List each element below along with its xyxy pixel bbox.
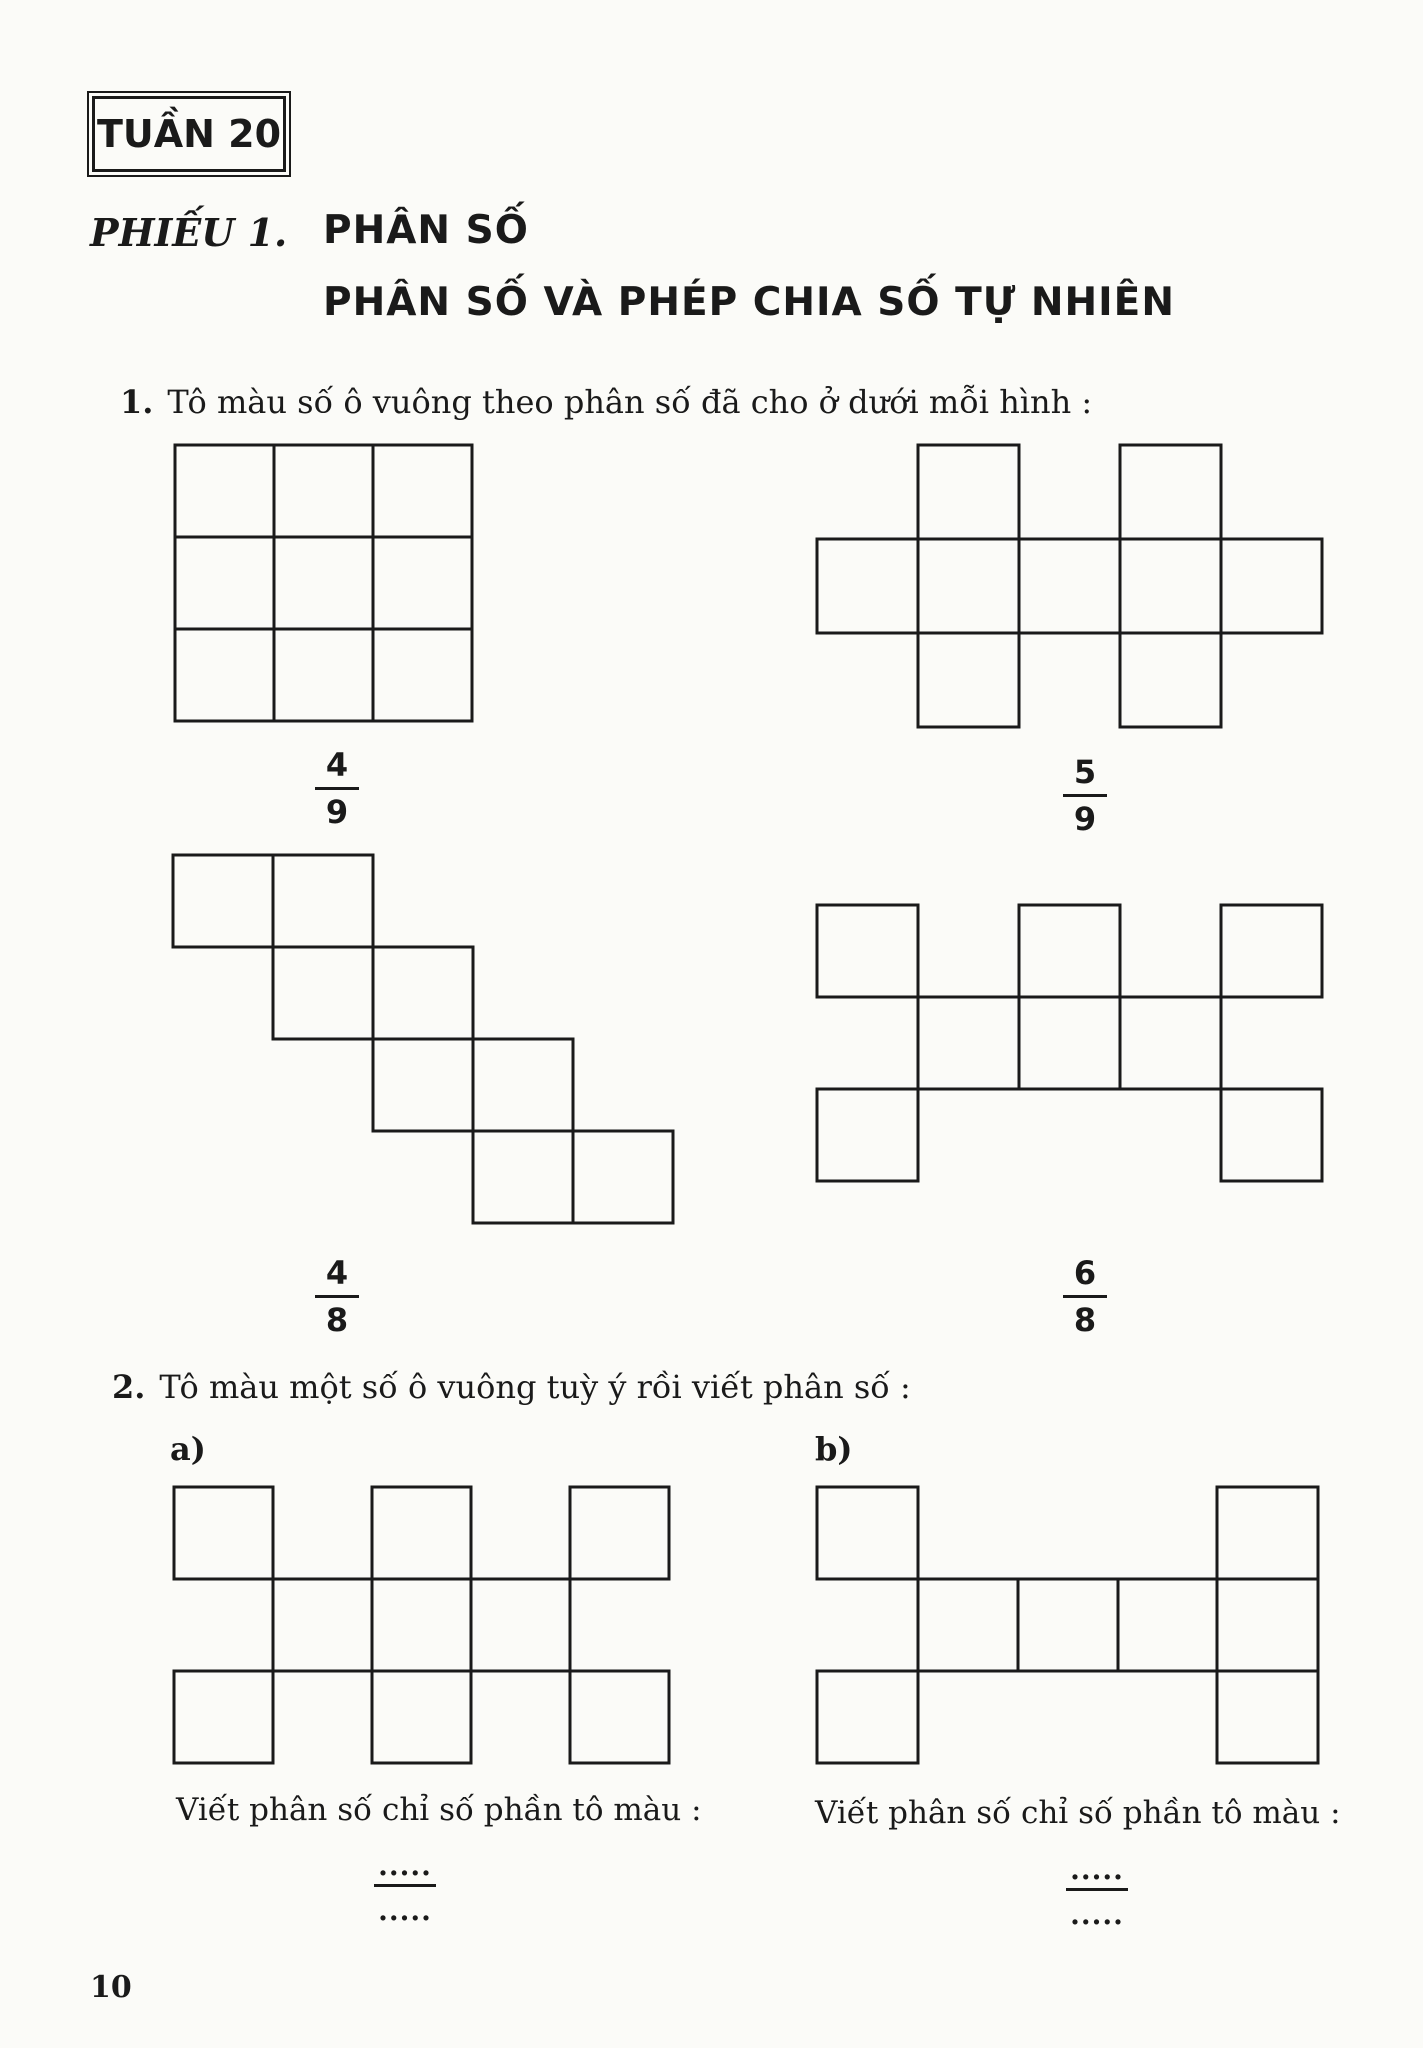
grid-cell[interactable] xyxy=(1221,1089,1322,1181)
exercise-2-instruction xyxy=(112,1368,911,1406)
figure-4-pattern xyxy=(810,900,1330,1190)
grid-cell[interactable] xyxy=(1217,1487,1318,1579)
grid-cell[interactable] xyxy=(372,1487,471,1579)
fraction-numerator: 4 xyxy=(325,746,349,784)
grid-cell[interactable] xyxy=(1019,539,1120,633)
grid-cell[interactable] xyxy=(174,1671,273,1763)
answer-denominator-blank[interactable]: ..... xyxy=(378,1894,432,1927)
grid-cell[interactable] xyxy=(173,855,273,947)
answer-numerator-blank[interactable]: ..... xyxy=(378,1849,432,1882)
fraction-denominator: 8 xyxy=(1073,1301,1097,1339)
grid-cell[interactable] xyxy=(817,1089,918,1181)
grid-cell[interactable] xyxy=(1221,539,1322,633)
grid-cell[interactable] xyxy=(373,947,473,1039)
figure-1-grid xyxy=(170,440,480,730)
grid-cell[interactable] xyxy=(373,537,472,629)
grid-cell[interactable] xyxy=(274,445,373,537)
answer-numerator-blank[interactable]: ..... xyxy=(1070,1853,1124,1886)
page-number: 10 xyxy=(90,1970,132,2005)
grid-cell[interactable] xyxy=(274,537,373,629)
grid-cell[interactable] xyxy=(1019,905,1120,997)
grid-cell[interactable] xyxy=(1118,1579,1217,1671)
fraction-numerator: 5 xyxy=(1073,753,1097,791)
grid-cell[interactable] xyxy=(1120,633,1221,727)
grid-cell[interactable] xyxy=(175,537,274,629)
grid-cell[interactable] xyxy=(473,1039,573,1131)
grid-cell[interactable] xyxy=(918,445,1019,539)
fraction-denominator: 8 xyxy=(325,1301,349,1339)
grid-cell[interactable] xyxy=(273,1579,372,1671)
grid-cell[interactable] xyxy=(918,1579,1018,1671)
answer-denominator-blank[interactable]: ..... xyxy=(1070,1898,1124,1931)
figure-2a-pattern xyxy=(167,1482,682,1777)
grid-cell[interactable] xyxy=(1019,997,1120,1089)
fraction-figure-4 xyxy=(1055,1253,1115,1340)
exercise-1-number: 1. xyxy=(120,383,154,421)
sheet-label: PHIẾU 1. xyxy=(90,210,288,255)
week-label: TUẦN 20 xyxy=(92,96,286,172)
fraction-figure-2 xyxy=(1055,752,1115,839)
grid-cell[interactable] xyxy=(1120,445,1221,539)
grid-cell[interactable] xyxy=(373,629,472,721)
grid-cell[interactable] xyxy=(918,997,1019,1089)
grid-cell[interactable] xyxy=(174,1487,273,1579)
grid-cell[interactable] xyxy=(918,633,1019,727)
part-a-label: a) xyxy=(170,1430,206,1468)
grid-cell[interactable] xyxy=(1217,1671,1318,1763)
grid-cell[interactable] xyxy=(372,1671,471,1763)
part-a-answer-fraction[interactable] xyxy=(370,1849,440,1927)
grid-cell[interactable] xyxy=(817,539,918,633)
fraction-denominator: 9 xyxy=(325,793,349,831)
grid-cell[interactable] xyxy=(274,629,373,721)
figure-2b-pattern xyxy=(810,1482,1330,1777)
fraction-figure-3 xyxy=(307,1253,367,1340)
grid-cell[interactable] xyxy=(918,539,1019,633)
grid-cell[interactable] xyxy=(471,1579,570,1671)
grid-cell[interactable] xyxy=(570,1671,669,1763)
fraction-numerator: 4 xyxy=(325,1254,349,1292)
part-b-label: b) xyxy=(815,1430,853,1468)
fraction-bar xyxy=(315,787,359,790)
title-line-1: PHÂN SỐ xyxy=(323,208,529,253)
fraction-denominator: 9 xyxy=(1073,800,1097,838)
grid-cell[interactable] xyxy=(273,855,373,947)
exercise-2-text: Tô màu một số ô vuông tuỳ ý rồi viết phân số : xyxy=(159,1368,911,1406)
fraction-bar xyxy=(374,1884,436,1887)
fraction-figure-1 xyxy=(307,745,367,832)
grid-cell[interactable] xyxy=(817,1487,918,1579)
grid-cell[interactable] xyxy=(175,445,274,537)
grid-cell[interactable] xyxy=(570,1487,669,1579)
figure-3-staircase xyxy=(166,850,676,1235)
figure-2-double-cross xyxy=(810,440,1330,730)
exercise-2-number: 2. xyxy=(112,1368,146,1406)
grid-cell[interactable] xyxy=(373,1039,473,1131)
grid-cell[interactable] xyxy=(372,1579,471,1671)
fraction-bar xyxy=(1066,1888,1128,1891)
fraction-bar xyxy=(1063,794,1107,797)
grid-cell[interactable] xyxy=(817,905,918,997)
grid-cell[interactable] xyxy=(1221,905,1322,997)
exercise-1-instruction xyxy=(120,383,1092,421)
fraction-numerator: 6 xyxy=(1073,1254,1097,1292)
grid-cell[interactable] xyxy=(473,1131,573,1223)
part-b-prompt: Viết phân số chỉ số phần tô màu : xyxy=(815,1795,1341,1831)
grid-cell[interactable] xyxy=(273,947,373,1039)
grid-cell[interactable] xyxy=(1120,997,1221,1089)
grid-cell[interactable] xyxy=(373,445,472,537)
part-a-prompt: Viết phân số chỉ số phần tô màu : xyxy=(176,1792,702,1828)
part-b-answer-fraction[interactable] xyxy=(1062,1853,1132,1931)
fraction-bar xyxy=(1063,1295,1107,1298)
grid-cell[interactable] xyxy=(573,1131,673,1223)
fraction-bar xyxy=(315,1295,359,1298)
grid-cell[interactable] xyxy=(817,1671,918,1763)
grid-cell[interactable] xyxy=(1120,539,1221,633)
grid-cell[interactable] xyxy=(175,629,274,721)
grid-cell[interactable] xyxy=(1217,1579,1318,1671)
exercise-1-text: Tô màu số ô vuông theo phân số đã cho ở dưới mỗi hình : xyxy=(167,383,1093,421)
grid-cell[interactable] xyxy=(1018,1579,1118,1671)
title-line-2: PHÂN SỐ VÀ PHÉP CHIA SỐ TỰ NHIÊN xyxy=(323,280,1175,325)
